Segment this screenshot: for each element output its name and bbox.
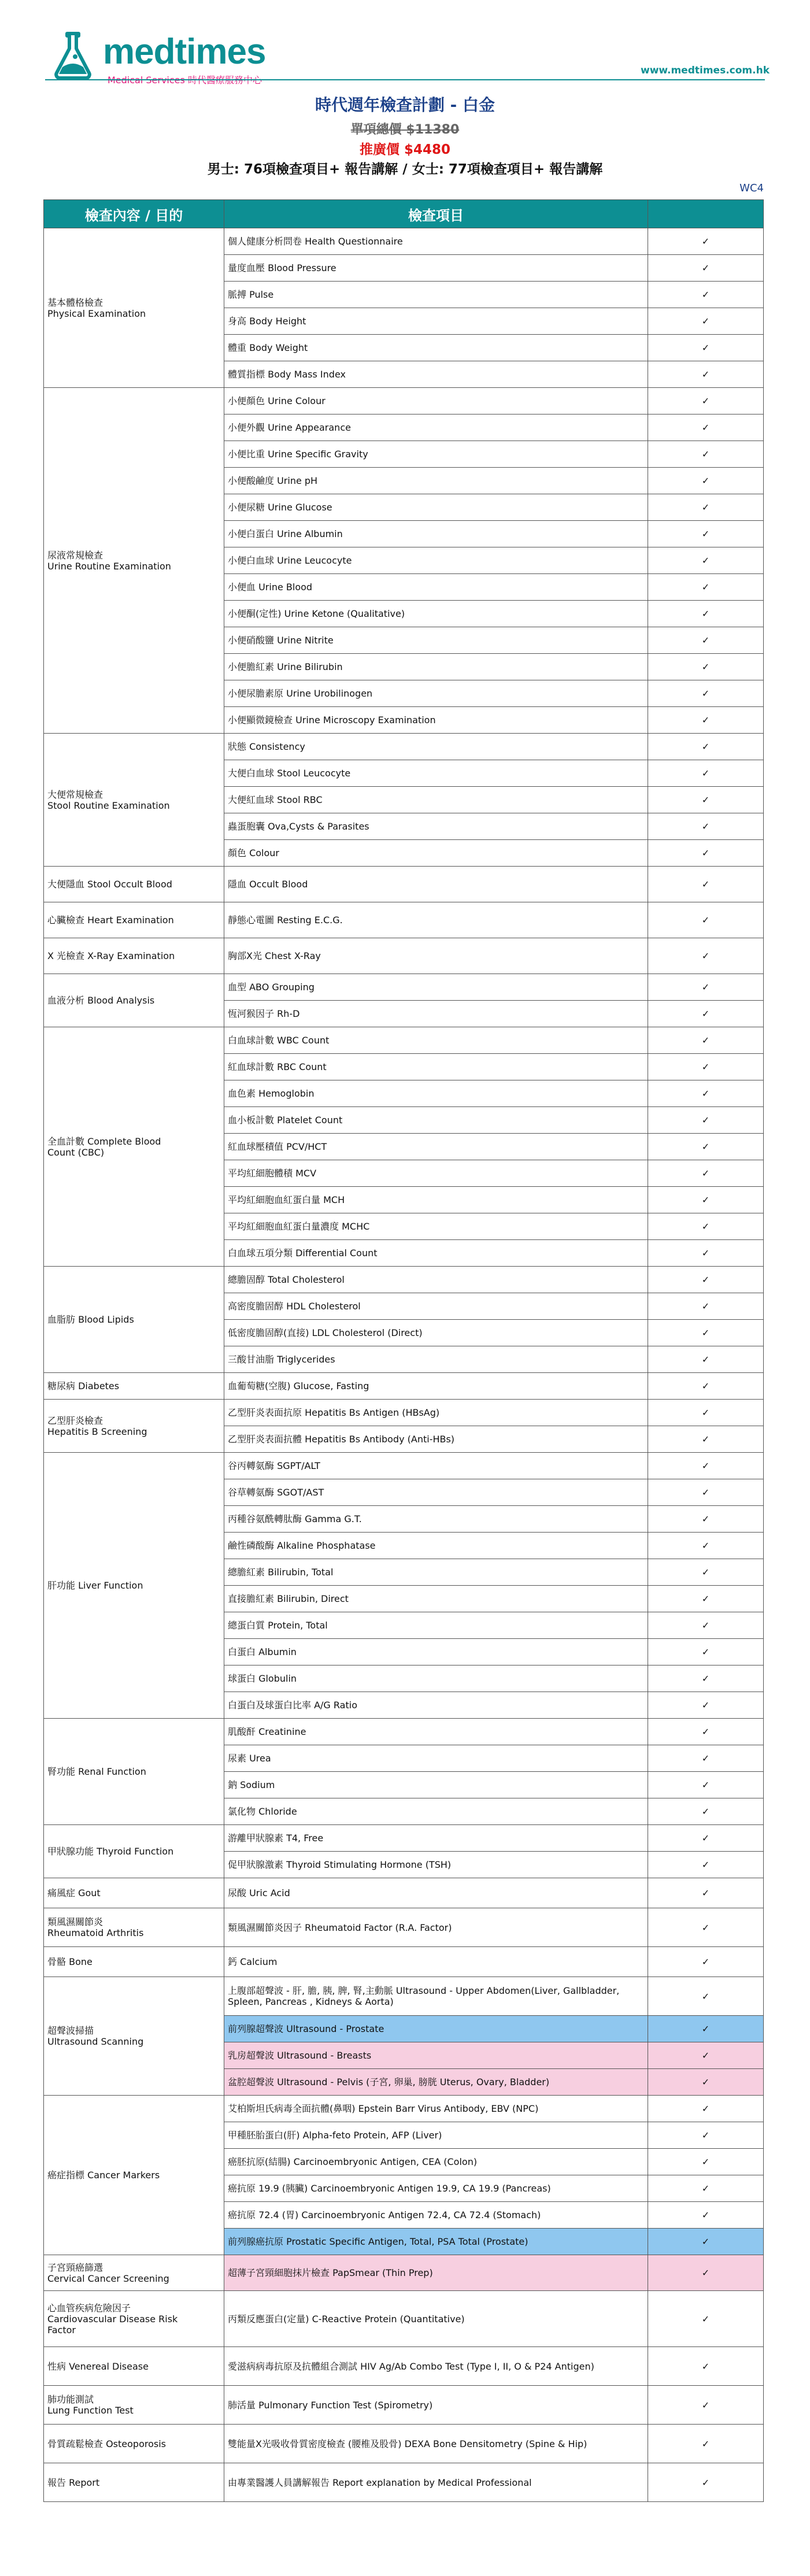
checkmark-icon: ✓: [648, 1852, 764, 1878]
item-cell: 癌抗原 72.4 (胃) Carcinoembryonic Antigen 72.4, CA 72.4 (Stomach): [224, 2202, 648, 2229]
checkmark-icon: ✓: [648, 1665, 764, 1692]
table-row: [44, 1977, 764, 2016]
item-cell: 肌酸酐 Creatinine: [224, 1719, 648, 1745]
item-cell: 球蛋白 Globulin: [224, 1665, 648, 1692]
category-cell: [44, 2255, 224, 2291]
category-cell: [44, 2425, 224, 2463]
category-cell: [44, 938, 224, 974]
table-body: [44, 228, 764, 2502]
category-cell: [44, 1947, 224, 1977]
table-row: [44, 1947, 764, 1977]
checkmark-icon: ✓: [648, 902, 764, 938]
checkmark-icon: ✓: [648, 1559, 764, 1586]
category-label: 肝功能 Liver Function: [47, 1580, 143, 1591]
category-label: Rheumatoid Arthritis: [47, 1927, 144, 1938]
checkmark-icon: ✓: [648, 441, 764, 468]
item-cell: 愛滋病病毒抗原及抗體組合測試 HIV Ag/Ab Combo Test (Type I, II, O & P24 Antigen): [224, 2347, 648, 2386]
logo-wordmark: medtimes: [103, 32, 266, 72]
item-cell: 平均紅細胞血紅蛋白量 MCH: [224, 1187, 648, 1213]
checkmark-icon: ✓: [648, 1054, 764, 1080]
category-label: 肺功能測試: [47, 2394, 94, 2405]
item-cell: 胸部X光 Chest X-Ray: [224, 938, 648, 974]
category-label: 腎功能 Renal Function: [47, 1766, 146, 1777]
category-label: 乙型肝炎檢查: [47, 1415, 103, 1426]
checkmark-icon: ✓: [648, 388, 764, 414]
item-column-header: 檢查項目: [224, 200, 648, 228]
checkmark-icon: ✓: [648, 1213, 764, 1240]
category-cell: [44, 1453, 224, 1719]
checkmark-icon: ✓: [648, 1160, 764, 1187]
checkmark-icon: ✓: [648, 1346, 764, 1373]
category-cell: [44, 1719, 224, 1825]
category-cell: [44, 1908, 224, 1947]
item-cell: 類風濕關節炎因子 Rheumatoid Factor (R.A. Factor): [224, 1908, 648, 1947]
checkmark-icon: ✓: [648, 1719, 764, 1745]
item-cell: 平均紅細胞體積 MCV: [224, 1160, 648, 1187]
item-cell: 小便酮(定性) Urine Ketone (Qualitative): [224, 601, 648, 627]
item-cell: 盆腔超聲波 Ultrasound - Pelvis (子宮, 卵巢, 膀胱 Uterus, Ovary, Bladder): [224, 2069, 648, 2096]
plan-title: 時代週年檢查計劃 - 白金: [315, 95, 495, 114]
flask-logo-icon: [45, 28, 101, 83]
table-row: [44, 974, 764, 1001]
item-cell: 促甲狀腺激素 Thyroid Stimulating Hormone (TSH): [224, 1852, 648, 1878]
category-label: Physical Examination: [47, 308, 146, 319]
checkmark-icon: ✓: [648, 760, 764, 787]
item-cell: 量度血壓 Blood Pressure: [224, 255, 648, 282]
category-label: Cardiovascular Disease Risk: [47, 2313, 178, 2325]
item-cell: 身高 Body Height: [224, 308, 648, 335]
checkmark-icon: ✓: [648, 1772, 764, 1798]
checkmark-icon: ✓: [648, 974, 764, 1001]
table-header-row: [44, 200, 764, 228]
table-row: [44, 1267, 764, 1293]
checkmark-icon: ✓: [648, 2016, 764, 2042]
item-cell: 平均紅細胞血紅蛋白量濃度 MCHC: [224, 1213, 648, 1240]
category-label: 心血管疾病危險因子: [47, 2302, 131, 2314]
checkmark-icon: ✓: [648, 1373, 764, 1400]
item-cell: 恆河猴因子 Rh-D: [224, 1001, 648, 1027]
checkmark-icon: ✓: [648, 547, 764, 574]
item-cell: 谷丙轉氨酶 SGPT/ALT: [224, 1453, 648, 1479]
checkmark-icon: ✓: [648, 1293, 764, 1320]
category-label: Hepatitis B Screening: [47, 1426, 147, 1437]
item-cell: 前列腺超聲波 Ultrasound - Prostate: [224, 2016, 648, 2042]
category-label: Urine Routine Examination: [47, 560, 171, 572]
checkmark-icon: ✓: [648, 2069, 764, 2096]
item-cell: 乙型肝炎表面抗原 Hepatitis Bs Antigen (HBsAg): [224, 1400, 648, 1426]
checkmark-icon: ✓: [648, 1187, 764, 1213]
check-column-header: [648, 200, 764, 228]
checkmark-icon: ✓: [648, 2229, 764, 2255]
table-row: [44, 734, 764, 760]
table-row: [44, 2425, 764, 2463]
checkmark-icon: ✓: [648, 1692, 764, 1719]
checkmark-icon: ✓: [648, 654, 764, 680]
table-row: [44, 1878, 764, 1908]
item-cell: 乙型肝炎表面抗體 Hepatitis Bs Antibody (Anti-HBs): [224, 1426, 648, 1453]
category-cell: [44, 974, 224, 1027]
category-label: 類風濕關節炎: [47, 1916, 103, 1927]
item-cell: 雙能量X光吸收骨質密度檢查 (腰椎及股骨) DEXA Bone Densitometry (Spine & Hip): [224, 2425, 648, 2463]
table-row: [44, 1719, 764, 1745]
item-cell: 紅血球壓積值 PCV/HCT: [224, 1134, 648, 1160]
table-row: [44, 2347, 764, 2386]
category-cell: [44, 1400, 224, 1453]
item-cell: 白蛋白 Albumin: [224, 1639, 648, 1665]
item-cell: 鈉 Sodium: [224, 1772, 648, 1798]
original-price-value: $11380: [406, 123, 460, 137]
category-label: 骨質疏鬆檢查 Osteoporosis: [47, 2438, 167, 2449]
checkmark-icon: ✓: [648, 2096, 764, 2122]
item-cell: 尿酸 Uric Acid: [224, 1878, 648, 1908]
page-header: [0, 0, 810, 220]
category-label: 癌症指標 Cancer Markers: [47, 2170, 160, 2181]
item-cell: 癌胚抗原(結腸) Carcinoembryonic Antigen, CEA (Colon): [224, 2149, 648, 2175]
item-cell: 體質指標 Body Mass Index: [224, 361, 648, 388]
item-cell: 游離甲狀腺素 T4, Free: [224, 1825, 648, 1852]
category-label: 基本體格檢查: [47, 297, 103, 308]
category-cell: [44, 2347, 224, 2386]
checkmark-icon: ✓: [648, 2122, 764, 2149]
checkmark-icon: ✓: [648, 2463, 764, 2502]
item-cell: 小便顏色 Urine Colour: [224, 388, 648, 414]
item-cell: 白血球五項分類 Differential Count: [224, 1240, 648, 1267]
checkmark-icon: ✓: [648, 1908, 764, 1947]
item-cell: 白血球計數 WBC Count: [224, 1027, 648, 1054]
item-cell: 小便比重 Urine Specific Gravity: [224, 441, 648, 468]
category-cell: [44, 2096, 224, 2255]
checkmark-icon: ✓: [648, 282, 764, 308]
checkmark-icon: ✓: [648, 2149, 764, 2175]
medtimes-logo: [45, 28, 288, 91]
checkmark-icon: ✓: [648, 1134, 764, 1160]
category-cell: [44, 1373, 224, 1400]
item-cell: 靜態心電圖 Resting E.C.G.: [224, 902, 648, 938]
table-row: [44, 1825, 764, 1852]
category-cell: [44, 734, 224, 867]
item-cell: 超薄子宮頸細胞抹片檢查 PapSmear (Thin Prep): [224, 2255, 648, 2291]
checkmark-icon: ✓: [648, 1533, 764, 1559]
checkmark-icon: ✓: [648, 734, 764, 760]
checkmark-icon: ✓: [648, 938, 764, 974]
item-cell: 隱血 Occult Blood: [224, 867, 648, 902]
item-cell: 白蛋白及球蛋白比率 A/G Ratio: [224, 1692, 648, 1719]
plan-code: WC4: [739, 182, 764, 194]
item-cell: 由專業醫護人員講解報告 Report explanation by Medical Professional: [224, 2463, 648, 2502]
category-cell: [44, 1977, 224, 2096]
checkmark-icon: ✓: [648, 335, 764, 361]
checkmark-icon: ✓: [648, 2042, 764, 2069]
category-cell: [44, 2463, 224, 2502]
category-label: 心臟檢查 Heart Examination: [47, 915, 174, 926]
checkmark-icon: ✓: [648, 468, 764, 494]
item-cell: 乳房超聲波 Ultrasound - Breasts: [224, 2042, 648, 2069]
item-cell: 丙類反應蛋白(定量) C-Reactive Protein (Quantitative): [224, 2291, 648, 2347]
item-cell: 總蛋白質 Protein, Total: [224, 1612, 648, 1639]
item-cell: 前列腺癌抗原 Prostatic Specific Antigen, Total, PSA Total (Prostate): [224, 2229, 648, 2255]
item-cell: 小便白血球 Urine Leucocyte: [224, 547, 648, 574]
checkmark-icon: ✓: [648, 813, 764, 840]
checkmark-icon: ✓: [648, 1947, 764, 1977]
promo-price-value: $4480: [404, 142, 451, 157]
checkmark-icon: ✓: [648, 1267, 764, 1293]
checkup-items-table: [43, 199, 764, 2502]
category-label: 性病 Venereal Disease: [47, 2360, 149, 2372]
item-cell: 血小板計數 Platelet Count: [224, 1107, 648, 1134]
checkmark-icon: ✓: [648, 707, 764, 734]
category-label: 超聲波掃描: [47, 2025, 94, 2036]
item-cell: 丙種谷氨酰轉肽酶 Gamma G.T.: [224, 1506, 648, 1533]
category-cell: [44, 2291, 224, 2347]
category-label: 大便常規檢查: [47, 789, 103, 800]
item-cell: 甲種胚胎蛋白(肝) Alpha-feto Protein, AFP (Liver): [224, 2122, 648, 2149]
checkmark-icon: ✓: [648, 1027, 764, 1054]
category-label: Factor: [47, 2324, 76, 2336]
item-cell: 血葡萄糖(空腹) Glucose, Fasting: [224, 1373, 648, 1400]
item-cell: 個人健康分析問卷 Health Questionnaire: [224, 228, 648, 255]
item-cell: 艾柏斯坦氏病毒全面抗體(鼻咽) Epstein Barr Virus Antibody, EBV (NPC): [224, 2096, 648, 2122]
table-row: [44, 1027, 764, 1054]
item-cell: 鹼性磷酸酶 Alkaline Phosphatase: [224, 1533, 648, 1559]
category-label: Cervical Cancer Screening: [47, 2272, 169, 2284]
checkmark-icon: ✓: [648, 627, 764, 654]
checkmark-icon: ✓: [648, 494, 764, 521]
item-cell: 直接膽紅素 Bilirubin, Direct: [224, 1586, 648, 1612]
checkmark-icon: ✓: [648, 1080, 764, 1107]
table-row: [44, 1373, 764, 1400]
checkmark-icon: ✓: [648, 1107, 764, 1134]
item-cell: 蟲蛋胞囊 Ova,Cysts & Parasites: [224, 813, 648, 840]
checkmark-icon: ✓: [648, 1745, 764, 1772]
item-cell: 血型 ABO Grouping: [224, 974, 648, 1001]
table-row: [44, 2255, 764, 2291]
item-cell: 大便白血球 Stool Leucocyte: [224, 760, 648, 787]
table-row: [44, 938, 764, 974]
item-cell: 狀態 Consistency: [224, 734, 648, 760]
category-label: 子宮頸癌篩選: [47, 2262, 103, 2273]
table-row: [44, 228, 764, 255]
checkmark-icon: ✓: [648, 2386, 764, 2425]
table-row: [44, 1908, 764, 1947]
table-row: [44, 867, 764, 902]
checkmark-icon: ✓: [648, 1612, 764, 1639]
checkmark-icon: ✓: [648, 1320, 764, 1346]
category-cell: [44, 867, 224, 902]
category-label: 尿液常規檢查: [47, 549, 103, 561]
category-label: 糖尿病 Diabetes: [47, 1380, 120, 1391]
item-cell: 小便膽紅素 Urine Bilirubin: [224, 654, 648, 680]
table-row: [44, 1400, 764, 1426]
checkmark-icon: ✓: [648, 1001, 764, 1027]
checkmark-icon: ✓: [648, 1453, 764, 1479]
item-cell: 尿素 Urea: [224, 1745, 648, 1772]
checkmark-icon: ✓: [648, 2291, 764, 2347]
checkmark-icon: ✓: [648, 1825, 764, 1852]
checkmark-icon: ✓: [648, 2347, 764, 2386]
item-cell: 脈搏 Pulse: [224, 282, 648, 308]
category-cell: [44, 1267, 224, 1373]
item-cell: 大便紅血球 Stool RBC: [224, 787, 648, 813]
checkmark-icon: ✓: [648, 1586, 764, 1612]
category-label: Ultrasound Scanning: [47, 2036, 144, 2047]
item-cell: 三酸甘油脂 Triglycerides: [224, 1346, 648, 1373]
checkmark-icon: ✓: [648, 361, 764, 388]
item-cell: 血色素 Hemoglobin: [224, 1080, 648, 1107]
category-label: 痛風症 Gout: [47, 1887, 101, 1898]
checkmark-icon: ✓: [648, 1240, 764, 1267]
item-cell: 紅血球計數 RBC Count: [224, 1054, 648, 1080]
website-link[interactable]: www.medtimes.com.hk: [640, 65, 770, 76]
checkmark-icon: ✓: [648, 308, 764, 335]
category-label: Stool Routine Examination: [47, 800, 170, 811]
item-cell: 氯化物 Chloride: [224, 1798, 648, 1825]
item-cell: 小便硝酸鹽 Urine Nitrite: [224, 627, 648, 654]
item-cell: 谷草轉氨酶 SGOT/AST: [224, 1479, 648, 1506]
item-cell: 小便血 Urine Blood: [224, 574, 648, 601]
coverage-summary: 男士: 76項檢查項目+ 報告講解 / 女士: 77項檢查項目+ 報告講解: [207, 162, 603, 177]
original-price: [0, 120, 810, 138]
checkmark-icon: ✓: [648, 2202, 764, 2229]
table-row: [44, 2463, 764, 2502]
checkmark-icon: ✓: [648, 228, 764, 255]
checkmark-icon: ✓: [648, 2255, 764, 2291]
item-cell: 小便外觀 Urine Appearance: [224, 414, 648, 441]
item-cell: 小便白蛋白 Urine Albumin: [224, 521, 648, 547]
category-label: 血液分析 Blood Analysis: [47, 995, 155, 1006]
checkmark-icon: ✓: [648, 840, 764, 867]
category-cell: [44, 1825, 224, 1878]
item-cell: 小便尿膽素原 Urine Urobilinogen: [224, 680, 648, 707]
checkmark-icon: ✓: [648, 1400, 764, 1426]
original-price-label: 單項總價: [350, 123, 402, 137]
item-cell: 高密度膽固醇 HDL Cholesterol: [224, 1293, 648, 1320]
checkmark-icon: ✓: [648, 787, 764, 813]
checkmark-icon: ✓: [648, 601, 764, 627]
promo-price: [0, 139, 810, 158]
checkmark-icon: ✓: [648, 1506, 764, 1533]
checkmark-icon: ✓: [648, 574, 764, 601]
table-row: [44, 388, 764, 414]
category-label: 報告 Report: [47, 2477, 100, 2488]
checkmark-icon: ✓: [648, 255, 764, 282]
category-cell: [44, 388, 224, 734]
category-label: 血脂肪 Blood Lipids: [47, 1314, 134, 1325]
category-column-header: 檢查內容 / 目的: [44, 200, 224, 228]
checkmark-icon: ✓: [648, 1878, 764, 1908]
checkmark-icon: ✓: [648, 2175, 764, 2202]
category-label: 骨骼 Bone: [47, 1956, 93, 1967]
table-row: [44, 2386, 764, 2425]
category-cell: [44, 1878, 224, 1908]
category-label: Count (CBC): [47, 1146, 105, 1158]
table-row: [44, 2096, 764, 2122]
checkmark-icon: ✓: [648, 1977, 764, 2016]
header-divider: [45, 79, 765, 80]
promo-price-label: 推廣價: [359, 142, 400, 157]
item-cell: 上腹部超聲波 - 肝, 膽, 胰, 脾, 腎,主動脈 Ultrasound - Upper Abdomen(Liver, Gallbladder, Spleen, Pancreas , Kidneys & Aorta): [224, 1977, 648, 2016]
item-cell: 小便顯微鏡檢查 Urine Microscopy Examination: [224, 707, 648, 734]
checkmark-icon: ✓: [648, 1639, 764, 1665]
checkmark-icon: ✓: [648, 680, 764, 707]
category-label: Lung Function Test: [47, 2405, 134, 2416]
category-cell: [44, 1027, 224, 1267]
category-label: 全血計數 Complete Blood: [47, 1135, 161, 1147]
item-cell: 低密度膽固醇(直接) LDL Cholesterol (Direct): [224, 1320, 648, 1346]
category-cell: [44, 902, 224, 938]
category-label: 甲狀腺功能 Thyroid Function: [47, 1846, 174, 1857]
item-cell: 體重 Body Weight: [224, 335, 648, 361]
item-cell: 鈣 Calcium: [224, 1947, 648, 1977]
table-row: [44, 902, 764, 938]
item-cell: 肺活量 Pulmonary Function Test (Spirometry): [224, 2386, 648, 2425]
checkmark-icon: ✓: [648, 1479, 764, 1506]
checkmark-icon: ✓: [648, 1798, 764, 1825]
table-row: [44, 2291, 764, 2347]
checkmark-icon: ✓: [648, 2425, 764, 2463]
item-cell: 總膽紅素 Bilirubin, Total: [224, 1559, 648, 1586]
table-row: [44, 1453, 764, 1479]
item-cell: 癌抗原 19.9 (胰臟) Carcinoembryonic Antigen 19.9, CA 19.9 (Pancreas): [224, 2175, 648, 2202]
checkmark-icon: ✓: [648, 521, 764, 547]
checkmark-icon: ✓: [648, 414, 764, 441]
category-label: X 光檢查 X-Ray Examination: [47, 950, 175, 961]
item-cell: 小便尿糖 Urine Glucose: [224, 494, 648, 521]
checkmark-icon: ✓: [648, 867, 764, 902]
item-cell: 小便酸鹼度 Urine pH: [224, 468, 648, 494]
checkmark-icon: ✓: [648, 1426, 764, 1453]
category-cell: [44, 228, 224, 388]
category-cell: [44, 2386, 224, 2425]
item-cell: 顏色 Colour: [224, 840, 648, 867]
item-cell: 總膽固醇 Total Cholesterol: [224, 1267, 648, 1293]
category-label: 大便隱血 Stool Occult Blood: [47, 879, 172, 890]
